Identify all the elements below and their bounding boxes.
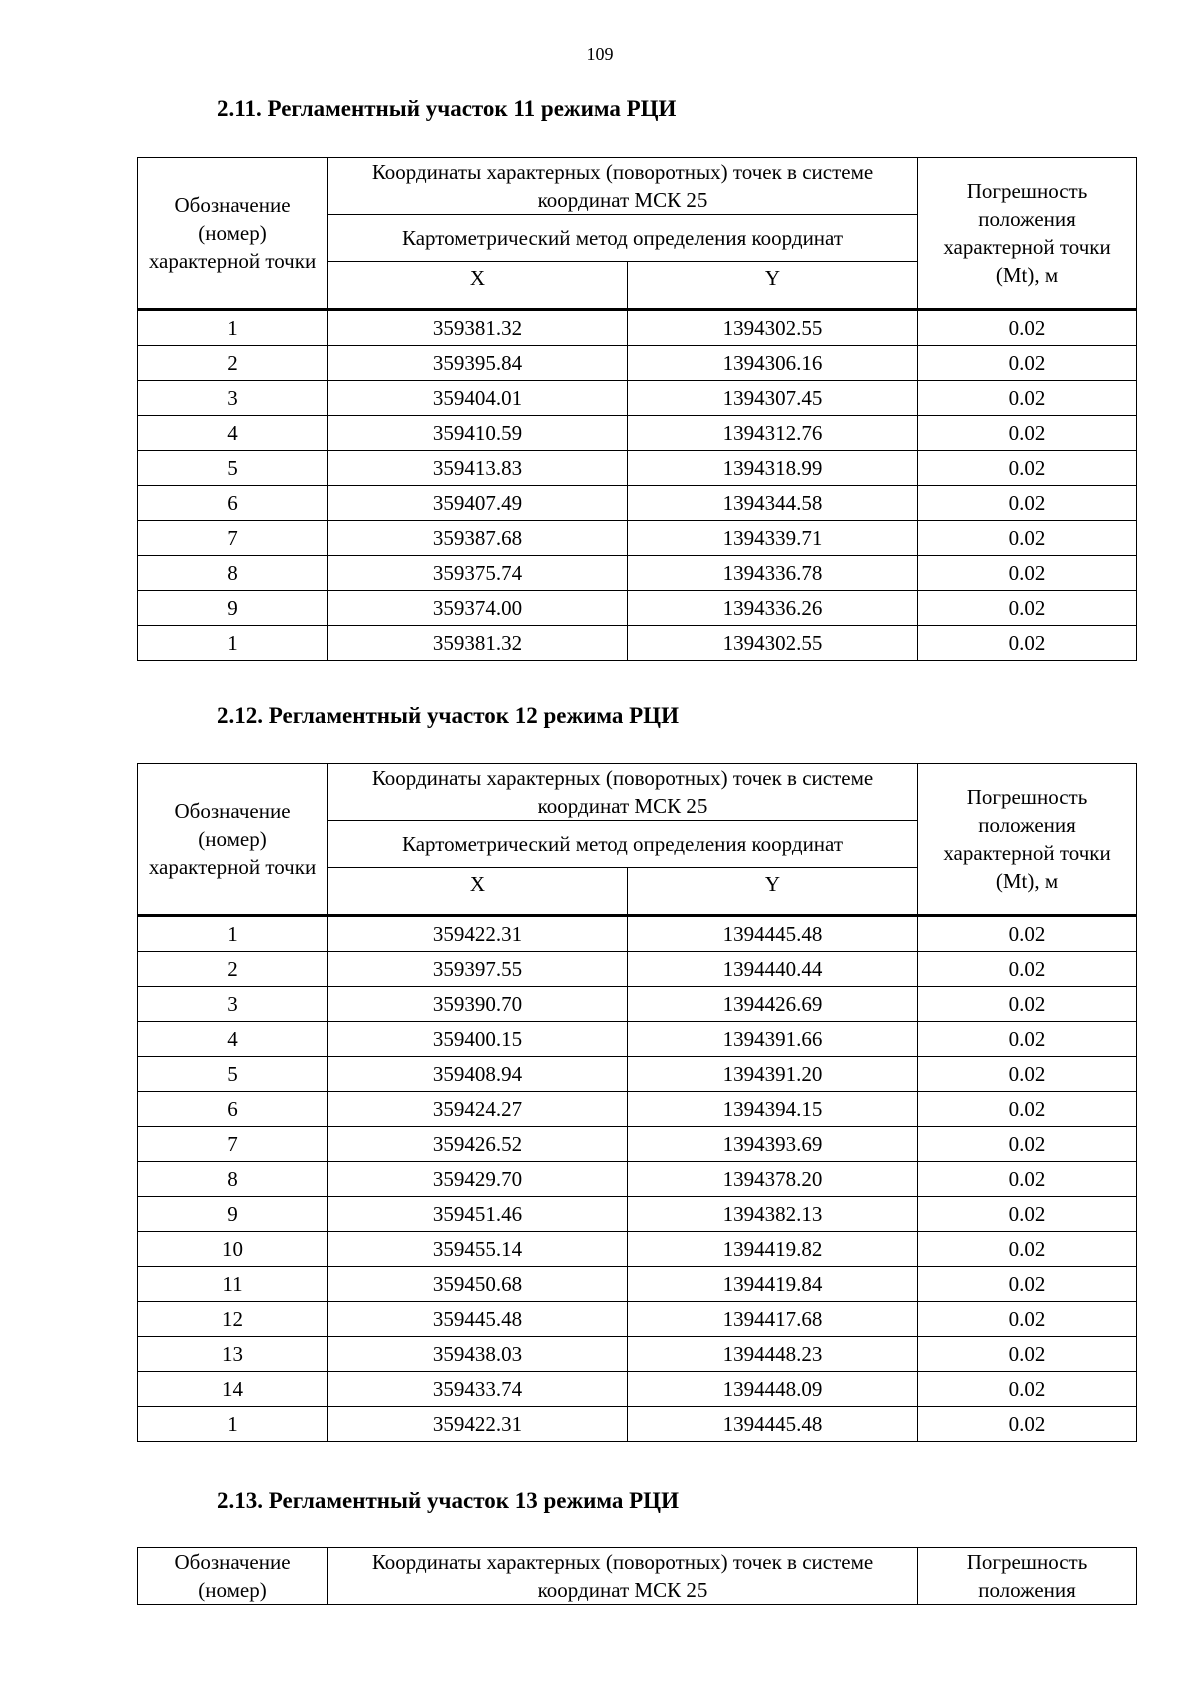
y-coordinate-cell: 1394336.78 — [628, 556, 918, 591]
header-coordinates: Координаты характерных (поворотных) точек в системе координат МСК 25 — [328, 764, 918, 821]
error-cell: 0.02 — [918, 1267, 1137, 1302]
y-coordinate-cell: 1394336.26 — [628, 591, 918, 626]
y-coordinate-cell: 1394419.82 — [628, 1232, 918, 1267]
header-error: Погрешность положения характерной точки (Mt), м — [918, 158, 1137, 310]
header-x: X — [328, 262, 628, 310]
table-row — [138, 451, 1137, 486]
y-coordinate-cell: 1394302.55 — [628, 626, 918, 661]
coordinates-table-13 — [137, 1547, 1137, 1605]
y-coordinate-cell: 1394382.13 — [628, 1197, 918, 1232]
point-number-cell: 3 — [138, 987, 328, 1022]
point-number-cell: 6 — [138, 486, 328, 521]
table-row — [138, 591, 1137, 626]
y-coordinate-cell: 1394417.68 — [628, 1302, 918, 1337]
y-coordinate-cell: 1394306.16 — [628, 346, 918, 381]
x-coordinate-cell: 359422.31 — [328, 916, 628, 952]
table-row — [138, 416, 1137, 451]
y-coordinate-cell: 1394440.44 — [628, 952, 918, 987]
point-number-cell: 7 — [138, 1127, 328, 1162]
point-number-cell: 10 — [138, 1232, 328, 1267]
header-designation: Обозначение (номер) характерной точки — [138, 158, 328, 310]
x-coordinate-cell: 359433.74 — [328, 1372, 628, 1407]
table-row — [138, 1232, 1137, 1267]
y-coordinate-cell: 1394426.69 — [628, 987, 918, 1022]
x-coordinate-cell: 359404.01 — [328, 381, 628, 416]
point-number-cell: 3 — [138, 381, 328, 416]
x-coordinate-cell: 359426.52 — [328, 1127, 628, 1162]
x-coordinate-cell: 359375.74 — [328, 556, 628, 591]
error-cell: 0.02 — [918, 1127, 1137, 1162]
y-coordinate-cell: 1394394.15 — [628, 1092, 918, 1127]
point-number-cell: 4 — [138, 416, 328, 451]
section-title-12: 2.12. Регламентный участок 12 режима РЦИ — [217, 703, 679, 728]
table-row — [138, 556, 1137, 591]
error-cell: 0.02 — [918, 916, 1137, 952]
point-number-cell: 8 — [138, 1162, 328, 1197]
error-cell: 0.02 — [918, 1337, 1137, 1372]
header-coordinates: Координаты характерных (поворотных) точек в системе координат МСК 25 — [328, 158, 918, 215]
point-number-cell: 13 — [138, 1337, 328, 1372]
y-coordinate-cell: 1394318.99 — [628, 451, 918, 486]
error-cell: 0.02 — [918, 1092, 1137, 1127]
x-coordinate-cell: 359429.70 — [328, 1162, 628, 1197]
table-row — [138, 1197, 1137, 1232]
table-row — [138, 1407, 1137, 1442]
header-designation: Обозначение (номер) характерной точки — [138, 764, 328, 916]
y-coordinate-cell: 1394391.66 — [628, 1022, 918, 1057]
y-coordinate-cell: 1394393.69 — [628, 1127, 918, 1162]
table-row — [138, 310, 1137, 346]
y-coordinate-cell: 1394344.58 — [628, 486, 918, 521]
table-row — [138, 486, 1137, 521]
x-coordinate-cell: 359390.70 — [328, 987, 628, 1022]
y-coordinate-cell: 1394391.20 — [628, 1057, 918, 1092]
header-coordinates-partial: Координаты характерных (поворотных) точек в системе координат МСК 25 — [328, 1548, 918, 1605]
x-coordinate-cell: 359438.03 — [328, 1337, 628, 1372]
table-row — [138, 1302, 1137, 1337]
header-error: Погрешность положения характерной точки (Mt), м — [918, 764, 1137, 916]
table-row — [138, 1022, 1137, 1057]
x-coordinate-cell: 359455.14 — [328, 1232, 628, 1267]
page-number: 109 — [586, 44, 614, 64]
table-row — [138, 916, 1137, 952]
y-coordinate-cell: 1394448.09 — [628, 1372, 918, 1407]
point-number-cell: 9 — [138, 1197, 328, 1232]
y-coordinate-cell: 1394419.84 — [628, 1267, 918, 1302]
error-cell: 0.02 — [918, 451, 1137, 486]
table-row — [138, 381, 1137, 416]
point-number-cell: 1 — [138, 310, 328, 346]
x-coordinate-cell: 359407.49 — [328, 486, 628, 521]
table-row — [138, 1337, 1137, 1372]
section-title-13: 2.13. Регламентный участок 13 режима РЦИ — [217, 1488, 679, 1513]
table-row — [138, 1057, 1137, 1092]
table-row — [138, 1092, 1137, 1127]
table-row — [138, 1267, 1137, 1302]
y-coordinate-cell: 1394339.71 — [628, 521, 918, 556]
error-cell: 0.02 — [918, 521, 1137, 556]
error-cell: 0.02 — [918, 346, 1137, 381]
error-cell: 0.02 — [918, 416, 1137, 451]
header-method: Картометрический метод определения координат — [328, 821, 918, 868]
table-row — [138, 1372, 1137, 1407]
table-row — [138, 346, 1137, 381]
point-number-cell: 2 — [138, 952, 328, 987]
table-row — [138, 1127, 1137, 1162]
error-cell: 0.02 — [918, 310, 1137, 346]
x-coordinate-cell: 359450.68 — [328, 1267, 628, 1302]
point-number-cell: 7 — [138, 521, 328, 556]
error-cell: 0.02 — [918, 556, 1137, 591]
point-number-cell: 11 — [138, 1267, 328, 1302]
point-number-cell: 6 — [138, 1092, 328, 1127]
header-y: Y — [628, 262, 918, 310]
table-row — [138, 987, 1137, 1022]
error-cell: 0.02 — [918, 1162, 1137, 1197]
x-coordinate-cell: 359451.46 — [328, 1197, 628, 1232]
x-coordinate-cell: 359395.84 — [328, 346, 628, 381]
error-cell: 0.02 — [918, 381, 1137, 416]
error-cell: 0.02 — [918, 1407, 1137, 1442]
error-cell: 0.02 — [918, 1302, 1137, 1337]
point-number-cell: 12 — [138, 1302, 328, 1337]
table-row — [138, 521, 1137, 556]
point-number-cell: 4 — [138, 1022, 328, 1057]
y-coordinate-cell: 1394312.76 — [628, 416, 918, 451]
point-number-cell: 9 — [138, 591, 328, 626]
table-row — [138, 626, 1137, 661]
point-number-cell: 1 — [138, 1407, 328, 1442]
x-coordinate-cell: 359387.68 — [328, 521, 628, 556]
point-number-cell: 1 — [138, 626, 328, 661]
x-coordinate-cell: 359400.15 — [328, 1022, 628, 1057]
y-coordinate-cell: 1394445.48 — [628, 1407, 918, 1442]
table-row — [138, 1162, 1137, 1197]
x-coordinate-cell: 359397.55 — [328, 952, 628, 987]
point-number-cell: 2 — [138, 346, 328, 381]
header-designation-partial: Обозначение (номер) — [138, 1548, 328, 1605]
error-cell: 0.02 — [918, 952, 1137, 987]
header-x: X — [328, 868, 628, 916]
error-cell: 0.02 — [918, 987, 1137, 1022]
x-coordinate-cell: 359422.31 — [328, 1407, 628, 1442]
x-coordinate-cell: 359374.00 — [328, 591, 628, 626]
coordinates-table-12 — [137, 763, 1137, 1442]
point-number-cell: 8 — [138, 556, 328, 591]
y-coordinate-cell: 1394302.55 — [628, 310, 918, 346]
error-cell: 0.02 — [918, 1022, 1137, 1057]
error-cell: 0.02 — [918, 1057, 1137, 1092]
y-coordinate-cell: 1394448.23 — [628, 1337, 918, 1372]
y-coordinate-cell: 1394307.45 — [628, 381, 918, 416]
error-cell: 0.02 — [918, 1232, 1137, 1267]
x-coordinate-cell: 359381.32 — [328, 626, 628, 661]
error-cell: 0.02 — [918, 1372, 1137, 1407]
header-method: Картометрический метод определения координат — [328, 215, 918, 262]
error-cell: 0.02 — [918, 486, 1137, 521]
error-cell: 0.02 — [918, 591, 1137, 626]
x-coordinate-cell: 359445.48 — [328, 1302, 628, 1337]
x-coordinate-cell: 359381.32 — [328, 310, 628, 346]
coordinates-table-11 — [137, 157, 1137, 661]
x-coordinate-cell: 359410.59 — [328, 416, 628, 451]
point-number-cell: 1 — [138, 916, 328, 952]
header-y: Y — [628, 868, 918, 916]
table-row — [138, 952, 1137, 987]
x-coordinate-cell: 359413.83 — [328, 451, 628, 486]
error-cell: 0.02 — [918, 1197, 1137, 1232]
section-title-11: 2.11. Регламентный участок 11 режима РЦИ — [217, 96, 677, 121]
x-coordinate-cell: 359424.27 — [328, 1092, 628, 1127]
header-error-partial: Погрешность положения — [918, 1548, 1137, 1605]
y-coordinate-cell: 1394378.20 — [628, 1162, 918, 1197]
point-number-cell: 14 — [138, 1372, 328, 1407]
y-coordinate-cell: 1394445.48 — [628, 916, 918, 952]
error-cell: 0.02 — [918, 626, 1137, 661]
x-coordinate-cell: 359408.94 — [328, 1057, 628, 1092]
point-number-cell: 5 — [138, 1057, 328, 1092]
point-number-cell: 5 — [138, 451, 328, 486]
